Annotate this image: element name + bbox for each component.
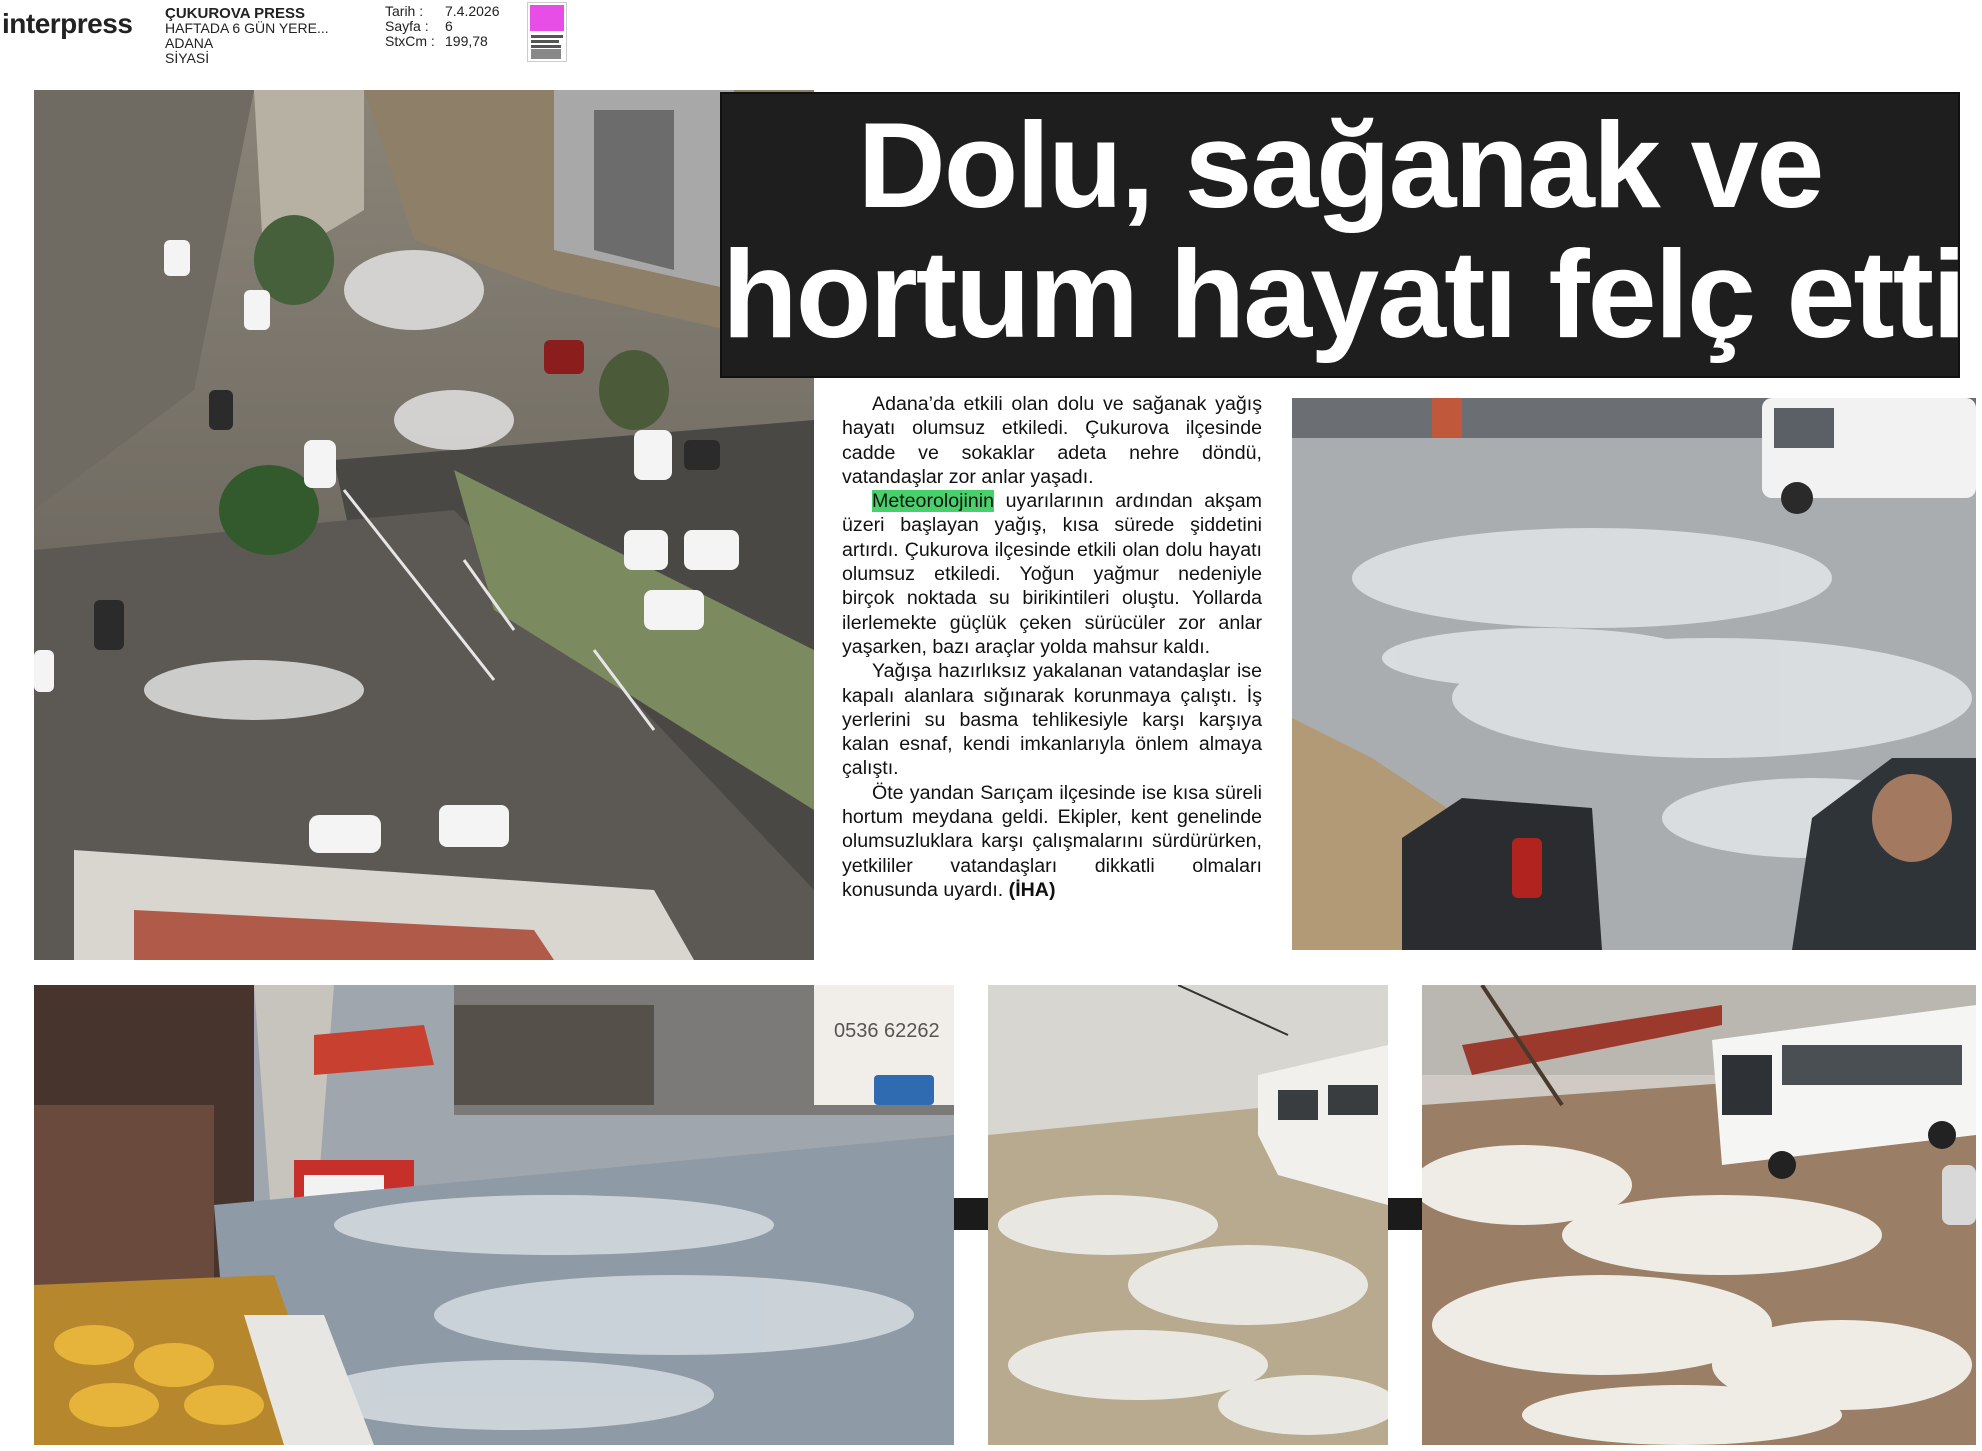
publication-category: SİYASİ: [165, 50, 210, 66]
highlighted-keyword: Meteorolojinin: [872, 490, 994, 513]
thumbnail-highlight: [530, 5, 564, 31]
page-row: [385, 19, 500, 34]
article-paragraph-4-text: Öte yandan Sarıçam ilçesinde ise kısa süreli hortum meydana geldi. Ekipler, kent genelinde olumsuzluklara karşı çalışmalarını sürdürürken, yetkililer vatandaşları dikkatli olmaları konusunda uyardı.: [842, 781, 1262, 901]
photo-hail-bus: [1422, 985, 1976, 1445]
article-body: [842, 392, 1262, 902]
photo-separator-2: [1388, 1198, 1422, 1230]
publication-name: ÇUKUROVA PRESS: [165, 5, 306, 22]
photo-flooded-street-van: [1292, 398, 1976, 950]
photo-aerial-flooded-street: [34, 90, 814, 960]
page-label: Sayfa :: [385, 18, 429, 34]
stxcm-row: [385, 34, 500, 49]
date-value: 7.4.2026: [445, 3, 500, 19]
photo-hail-minibus: [988, 985, 1388, 1445]
interpress-logo: [2, 8, 132, 40]
article-paragraph-2: [842, 489, 1262, 659]
photo-separator-1: [954, 1198, 988, 1230]
article-paragraph-3: Yağışa hazırlıksız yakalanan vatandaşlar ise kapalı alanlara sığınarak korunmaya çalıştı. İş yerlerini su basma tehlikesiyle karşı karşıya kalan esnaf, kendi imkanlarıyla önlem almaya çalıştı.: [842, 660, 1262, 780]
headline-box: [720, 92, 1965, 378]
article-source: (İHA): [1008, 878, 1056, 901]
article-paragraph-4: [842, 781, 1262, 902]
logo-text: interpress: [2, 8, 133, 39]
publication-frequency: HAFTADA 6 GÜN YERE...: [165, 20, 329, 36]
headline-line-2: hortum hayatı felç etti: [722, 226, 1965, 364]
photo-shopfront-flood: [34, 985, 954, 1445]
article-paragraph-2-text: uyarılarının ardından akşam üzeri başlayan yağış, kısa sürede şiddetini artırdı. Çukurova ilçesinde etkili olan dolu hayatı olumsuz etkiledi. Yoğun yağmur nedeniyle birçok noktada su birikintileri oluştu. Yollarda ilerlemekte güçlük çeken sürücüler zor anlar yaşarken, bazı araçlar yolda mahsur kaldı.: [842, 490, 1262, 658]
stxcm-value: 199,78: [445, 33, 488, 49]
shop-sign-phone: 0536 62262: [834, 1020, 940, 1042]
headline-line-1: Dolu, sağanak ve: [857, 97, 1823, 233]
page-value: 6: [445, 18, 453, 34]
publication-city: ADANA: [165, 35, 214, 51]
publication-info: [165, 6, 329, 66]
stxcm-label: StxCm :: [385, 33, 435, 49]
date-row: [385, 4, 500, 19]
date-label: Tarih :: [385, 3, 424, 19]
clipping-info: [385, 4, 500, 49]
article-paragraph-1: Adana’da etkili olan dolu ve sağanak yağış hayatı olumsuz etkiledi. Çukurova ilçesinde cadde ve sokaklar adeta nehre döndü, vatandaşlar zor anlar yaşadı.: [842, 393, 1262, 488]
page-thumbnail[interactable]: [527, 2, 567, 62]
